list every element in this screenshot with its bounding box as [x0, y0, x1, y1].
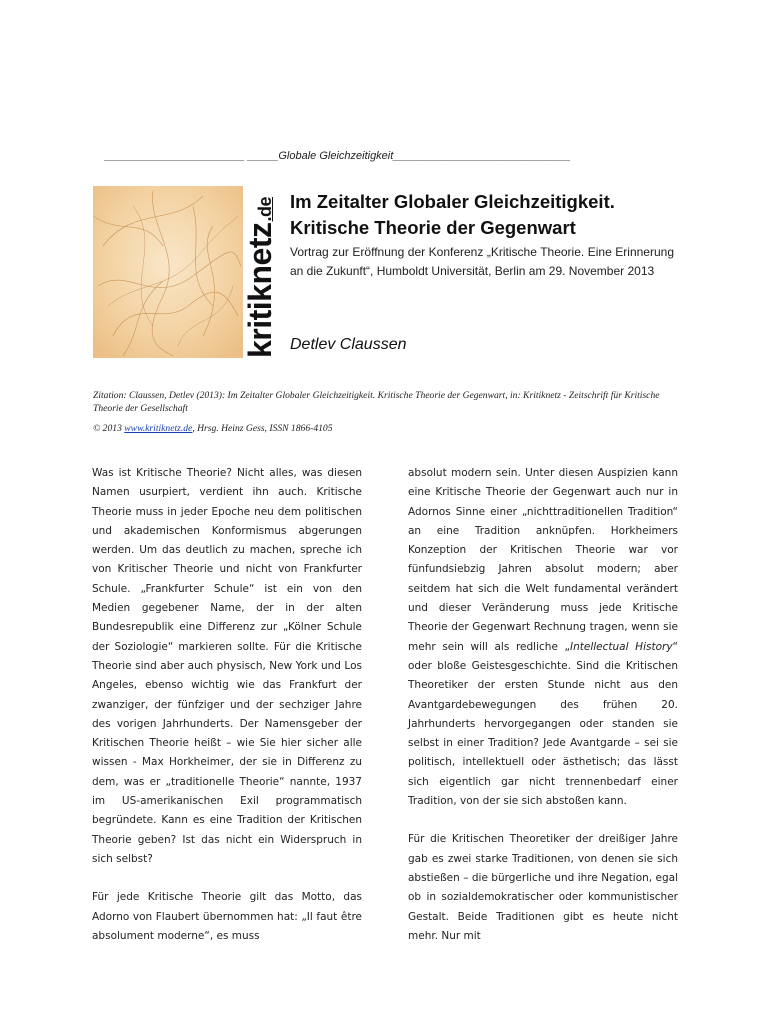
right-column	[408, 464, 678, 965]
kritiknetz-link[interactable]: www.kritiknetz.de	[124, 423, 193, 434]
left-column	[92, 464, 362, 965]
copyright-prefix: © 2013	[93, 423, 122, 434]
kritiknetz-logo	[93, 186, 278, 358]
paragraph: absolut modern sein. Unter diesen Auspizien kann eine Kritische Theorie der Gegenwart auch nur in Adornos Sinne einer „nichttraditionellen Tradition“ an eine Tradition anknüpfen. Horkheimers Konzeption der Kritischen Theorie war vor fünfundsiebzig Jahren absolut modern; aber seitdem hat sich die Welt fundamental verändert und dieser Veränderung muss jede Kritische Theorie der Gegenwart Rechnung tragen, wenn sie mehr sein will als redliche „Intellectual History“ oder bloße Geistesgeschichte. Sind die Kritischen Theoretiker der ersten Stunde nicht aus den Avantgardebewegungen des frühen 20. Jahrhunderts hervorgegangen oder standen sie selbst in einer Tradition? Jede Avantgarde – sei sie politisch, intellektuell oder ästhetisch; das lässt sich eigentlich gar nicht trennenbedarf einer Tradition, von der sie sich abstoßen kann.	[408, 467, 678, 808]
logo-wordmark: kritiknetz.de	[242, 197, 278, 358]
running-head: _______________________ _____Globale Gleichzeitigkeit_____________________________	[104, 150, 571, 162]
document-subtitle: Vortrag zur Eröffnung der Konferenz „Kritische Theorie. Eine Erinnerung an die Zukunft“, Humboldt Universität, Berlin am 29. November 2013	[290, 245, 674, 278]
document-title: Im Zeitalter Globaler Gleichzeitigkeit. Kritische Theorie der Gegenwart	[290, 191, 615, 238]
copyright-line	[93, 423, 683, 434]
paragraph: Für jede Kritische Theorie gilt das Motto, das Adorno von Flaubert übernommen hat: „Il faut être absolument moderne“, es muss	[92, 891, 362, 942]
copyright-suffix: , Hrsg. Heinz Gess, ISSN 1866-4105	[192, 423, 333, 434]
paragraph: Für die Kritischen Theoretiker der dreißiger Jahre gab es zwei starke Traditionen, von denen sie sich abstießen – die bürgerliche und ihre Negation, egal ob in sozialdemokratischer oder kommunistischer Gestalt. Beide Traditionen gibt es heute nicht mehr. Nur mit	[408, 833, 678, 942]
author-name: Detlev Claussen	[290, 336, 407, 353]
citation-note: Zitation: Claussen, Detlev (2013): Im Zeitalter Globaler Gleichzeitigkeit. Kritische Theorie der Gegenwart, in: Kritiknetz - Zeitschrift für Kritische Theorie der Gesellschaft	[93, 390, 660, 414]
italic-term: Intellectual History	[570, 640, 673, 653]
paragraph: Was ist Kritische Theorie? Nicht alles, was diesen Namen usurpiert, verdient ihn auch. Kritische Theorie muss in jeder Epoche neu dem politischen und akademischen Konformismus abgerungen werden. Um das deutlich zu machen, spreche ich von Kritischer Theorie und nicht von Frankfurter Schule. „Frankfurter Schule“ ist ein von den Medien gegebener Name, der in der alten Bundesrepublik eine Differenz zur „Kölner Schule der Soziologie“ markieren sollte. Für die Kritische Theorie sind aber auch physisch, New York und Los Angeles, ebenso wichtig wie das Frankfurt der zwanziger, der fünfziger und der sechziger Jahre des vorigen Jahrhunderts. Der Namensgeber der Kritischen Theorie heißt – wie Sie hier sicher alle wissen - Max Horkheimer, der sie in Differenz zu dem, was er „traditionelle Theorie“ nannte, 1937 im US-amerikanischen Exil programmatisch begründete. Kann es eine Tradition der Kritischen Theorie geben? Ist das nicht ein Widerspruch in sich selbst?	[92, 467, 362, 865]
logo-artwork	[93, 186, 243, 358]
